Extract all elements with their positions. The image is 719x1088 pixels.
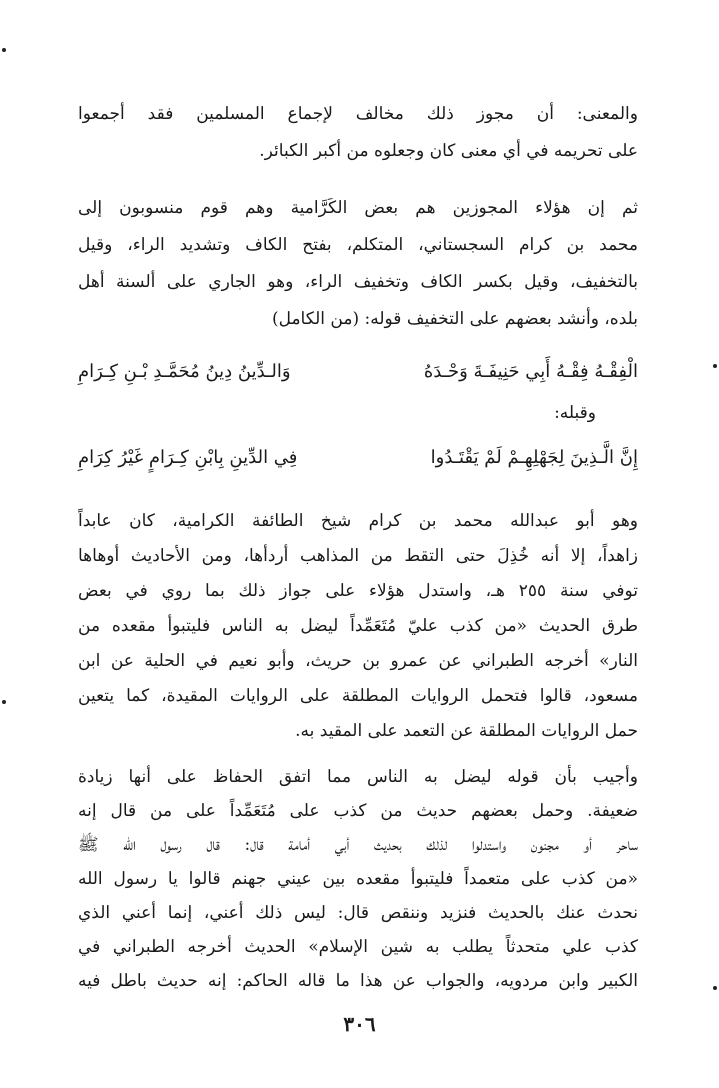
poem-intro-text: وقبله: bbox=[554, 403, 596, 423]
paragraph-4-line-3: ساحر أو مجنون واستدلوا لذلك بحديث أبي أمامة قال: قال رسول الله ﷺ bbox=[78, 835, 638, 855]
paragraph-2-line-1: ثم إن هؤلاء المجوزين هم بعض الكَرَّامية وهم قوم منسوبون إلى bbox=[78, 198, 638, 218]
paragraph-4-line-5: نحدث عنك بالحديث فنزيد وننقص قال: ليس ذلك أعني، إنما أعني الذي bbox=[78, 903, 638, 923]
paragraph-2-line-3: بالتخفيف، وقيل بكسر الكاف وتخفيف الراء، وهو الجاري على ألسنة أهل bbox=[78, 272, 638, 292]
page-number: ٣٠٦ bbox=[343, 1012, 376, 1036]
left-margin-mark-top bbox=[2, 48, 6, 52]
paragraph-4-line-2: ضعيفة. وحمل بعضهم حديث من كذب على مُتَعَمِّداً على من قال إنه bbox=[78, 801, 638, 821]
paragraph-4-line-7: الكبير وابن مردويه، والجواب عن هذا ما قاله الحاكم: إنه حديث باطل فيه bbox=[78, 971, 638, 991]
paragraph-3-line-1: وهو أبو عبدالله محمد بن كرام شيخ الطائفة الكرامية، كان عابداً bbox=[78, 511, 638, 531]
paragraph-4-line-1: وأجيب بأن قوله ليضل به الناس مما اتفق الحفاظ على أنها زيادة bbox=[78, 767, 638, 787]
poem-intro bbox=[78, 398, 638, 428]
paragraph-3-line-3: توفي سنة ٢٥٥ هـ، واستدل هؤلاء على جواز ذلك بما روي في بعض bbox=[78, 581, 638, 601]
verse-2-first-hemistich: إِنَّ الَّـذِينَ لِجَهْلِهِـمْ لَمْ يَقْتَـدُوا bbox=[430, 447, 638, 468]
paragraph-3 bbox=[78, 504, 638, 749]
right-margin-mark bbox=[713, 364, 717, 368]
paragraph-4-line-6: كذب علي متحدثاً يطلب به شين الإسلام» الحديث أخرجه الطبراني في bbox=[78, 937, 638, 957]
paragraph-3-line-7: حمل الروايات المطلقة عن التعمد على المقيد به. bbox=[295, 721, 638, 741]
paragraph-3-line-5: النار» أخرجه الطبراني عن عمرو بن حريث، وأبو نعيم في الحلية عن ابن bbox=[78, 651, 638, 671]
verse-1-second-hemistich: وَالـدِّينُ دِينُ مُحَمَّـدِ بْـنِ كِـرَامِ bbox=[78, 361, 291, 382]
paragraph-3-line-6: مسعود، قالوا فتحمل الروايات المطلقة على الروايات المقيدة، كما يتعين bbox=[78, 686, 638, 706]
poem-verse-2 bbox=[78, 438, 638, 478]
right-margin-mark-bottom bbox=[713, 986, 717, 990]
verse-1 bbox=[78, 352, 638, 392]
poem-verse-1 bbox=[78, 352, 638, 392]
paragraph-2-line-4: بلده، وأنشد بعضهم على التخفيف قوله: (من الكامل) bbox=[271, 309, 638, 329]
verse-2 bbox=[78, 438, 638, 478]
paragraph-4-line-4: «من كذب على متعمداً فليتبوأ مقعده بين عيني جهنم قالوا يا رسول الله bbox=[78, 869, 638, 889]
paragraph-2-line-2: محمد بن كرام السجستاني، المتكلم، بفتح الكاف وتشديد الراء، وقيل bbox=[78, 235, 638, 255]
paragraph-1 bbox=[78, 96, 638, 170]
verse-2-second-hemistich: فِي الدِّينِ بِابْنِ كِـرَامٍ غَيْرُ كِرَامِ bbox=[78, 447, 298, 468]
paragraph-4 bbox=[78, 760, 638, 998]
verse-1-first-hemistich: الْفِقْـهُ فِقْـهُ أَبِي حَنِيفَـةَ وَحْـدَهُ bbox=[423, 361, 638, 382]
paragraph-3-line-2: زاهداً، إلا أنه خُذِلَ حتى التقط من المذاهب أردأها، ومن الأحاديث أوهاها bbox=[78, 546, 638, 566]
paragraph-1-line-2: على تحريمه في أي معنى كان وجعلوه من أكبر الكبائر. bbox=[259, 141, 638, 161]
paragraph-1-line-1: والمعنى: أن مجوز ذلك مخالف لإجماع المسلمين فقد أجمعوا bbox=[78, 104, 638, 124]
left-margin-mark-middle bbox=[2, 700, 6, 704]
paragraph-3-line-4: طرق الحديث «من كذب عليّ مُتَعَمِّداً ليضل به الناس فليتبوأ مقعده من bbox=[78, 616, 638, 636]
paragraph-2 bbox=[78, 190, 638, 338]
